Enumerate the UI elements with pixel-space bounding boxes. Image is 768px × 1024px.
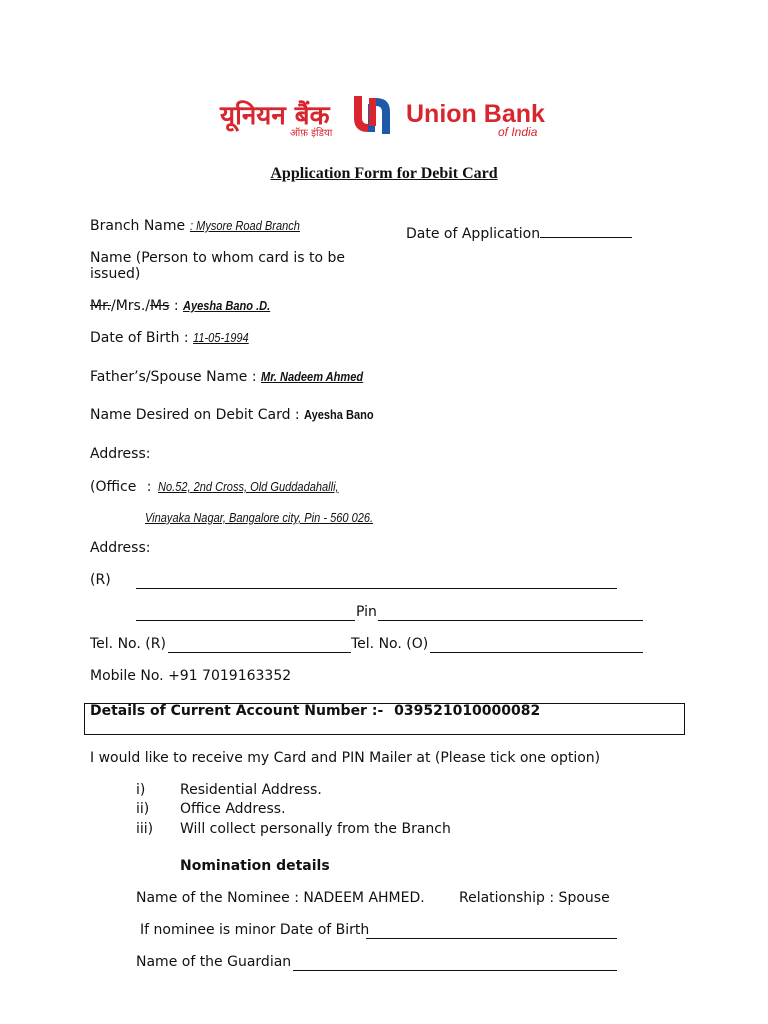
name-label-line1: Name (Person to whom card is to be: [90, 250, 345, 266]
tel-residence-label: Tel. No. (R): [90, 636, 166, 652]
logo-english-name: Union Bank: [406, 100, 545, 128]
guardian-label: Name of the Guardian: [136, 954, 292, 970]
minor-dob-field[interactable]: [366, 925, 617, 939]
salutation-mr: Mr.: [90, 298, 111, 314]
union-bank-emblem-icon: [346, 92, 398, 138]
office-address-line2[interactable]: Vinayaka Nagar, Bangalore city, Pin - 560 026.: [145, 510, 374, 525]
pin-field[interactable]: [378, 607, 643, 621]
tel-office-field[interactable]: [430, 639, 643, 653]
date-of-application-row: [406, 224, 632, 242]
residence-address-line2-field[interactable]: [136, 607, 355, 621]
logo-hindi-name: यूनियन बैंक: [220, 101, 330, 131]
option-office[interactable]: Office Address.: [180, 801, 286, 817]
office-address-row: [90, 479, 370, 495]
account-label: Details of Current Account Number :-: [90, 703, 384, 719]
applicant-name-value[interactable]: Ayesha Bano .D.: [183, 298, 271, 313]
account-number: 039521010000082: [394, 703, 541, 719]
residence-address-line1-field[interactable]: [136, 575, 617, 589]
mailer-prompt: I would like to receive my Card and PIN Mailer at (Please tick one option): [90, 750, 601, 766]
residential-address-label: Address:: [90, 540, 151, 556]
father-row: [90, 369, 381, 385]
date-of-application-label: Date of Application: [406, 226, 541, 242]
branch-value[interactable]: : Mysore Road Branch: [189, 218, 300, 233]
office-label: (Office: [90, 479, 137, 495]
option-2-number: ii): [136, 801, 150, 817]
desired-name-value[interactable]: Ayesha Bano: [304, 407, 374, 422]
branch-row: [90, 218, 319, 234]
salutation-colon: :: [169, 298, 184, 314]
date-of-application-field[interactable]: [540, 224, 632, 238]
residence-label: (R): [90, 572, 111, 588]
nomination-heading: Nomination details: [180, 858, 330, 874]
office-address-label: Address:: [90, 446, 151, 462]
logo-english-sub: of India: [498, 125, 538, 139]
option-1-number: i): [136, 782, 146, 798]
option-collect-branch[interactable]: Will collect personally from the Branch: [180, 821, 451, 837]
pin-label: Pin: [356, 604, 377, 620]
salutation-mrs: /Mrs./: [111, 298, 151, 314]
nominee-name: Name of the Nominee : NADEEM AHMED.: [136, 890, 425, 906]
nominee-relationship: Relationship : Spouse: [459, 890, 610, 906]
desired-name-row: [90, 407, 386, 423]
office-address-line1[interactable]: No.52, 2nd Cross, Old Guddadahalli,: [157, 479, 339, 494]
option-3-number: iii): [136, 821, 154, 837]
salutation-ms: Ms: [150, 298, 170, 314]
branch-label: Branch Name: [90, 218, 186, 234]
name-label-line2: issued): [90, 266, 141, 282]
dob-row: [90, 330, 259, 346]
dob-value[interactable]: 11-05-1994: [193, 330, 249, 345]
father-label: Father’s/Spouse Name :: [90, 369, 262, 385]
father-value[interactable]: Mr. Nadeem Ahmed: [261, 369, 364, 384]
office-colon: :: [146, 479, 152, 495]
form-title: Application Form for Debit Card: [270, 165, 498, 182]
office-address-line2-row: [145, 510, 413, 526]
logo-hindi-sub: ऑफ़ इंडिया: [290, 128, 333, 139]
minor-dob-label: If nominee is minor Date of Birth: [140, 922, 370, 938]
tel-office-label: Tel. No. (O): [351, 636, 429, 652]
mobile-number: Mobile No. +91 7019163352: [90, 668, 292, 684]
guardian-field[interactable]: [293, 957, 617, 971]
desired-name-label: Name Desired on Debit Card :: [90, 407, 305, 423]
account-row: [90, 703, 540, 719]
option-residential[interactable]: Residential Address.: [180, 782, 322, 798]
tel-residence-field[interactable]: [168, 639, 351, 653]
dob-label: Date of Birth :: [90, 330, 194, 346]
salutation-row: [90, 298, 286, 314]
